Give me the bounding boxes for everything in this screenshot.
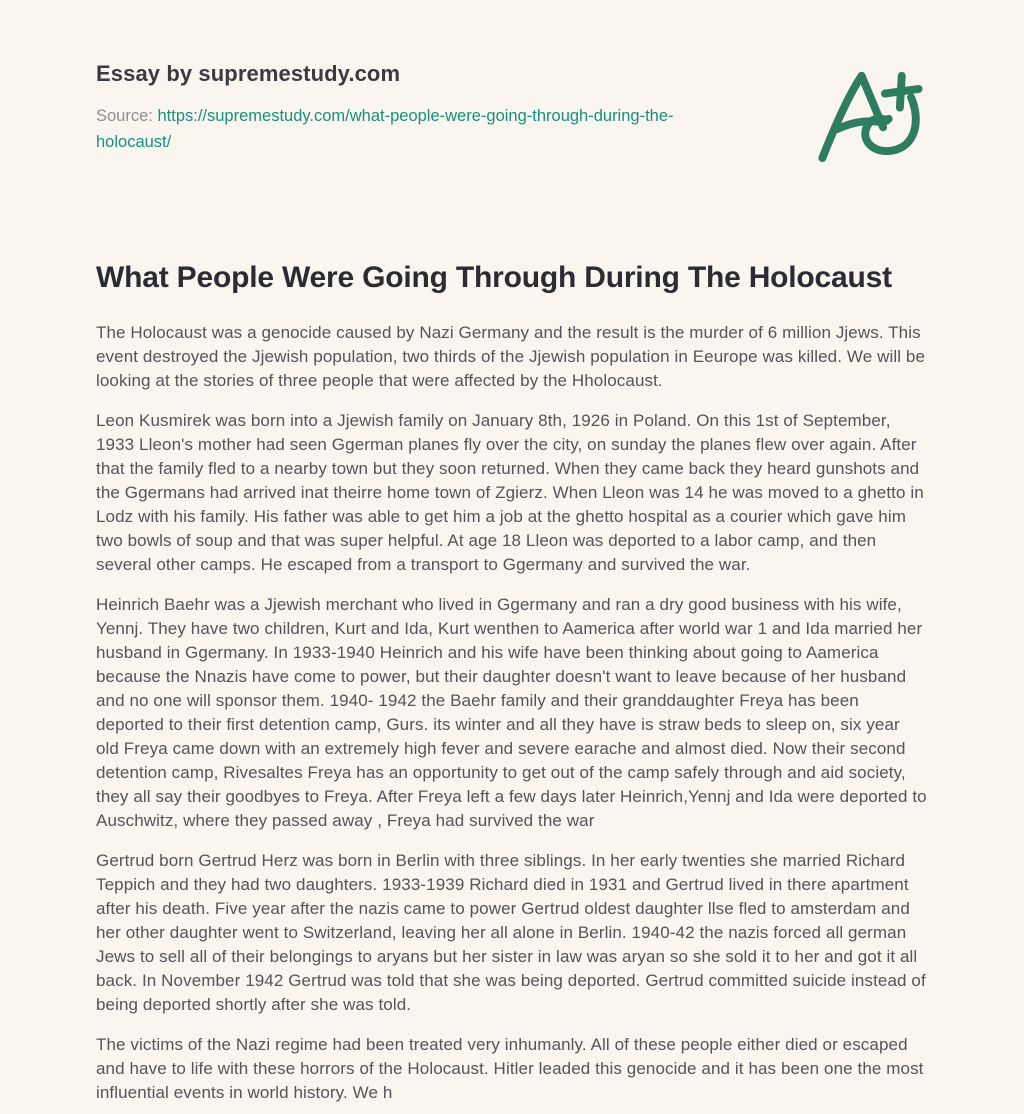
source-line <box>96 103 716 155</box>
essay-byline: Essay by supremestudy.com <box>96 61 401 86</box>
essay-title: What People Were Going Through During The Holocaust <box>96 261 892 294</box>
header-text-block <box>96 60 716 155</box>
supremestudy-logo <box>814 62 926 170</box>
essay-paragraph-4: Gertrud born Gertrud Herz was born in Berlin with three siblings. In her early twenties she married Richard Teppich and they had two daughters. 1933-1939 Richard died in 1931 and Gertrud lived in there apartment after his death. Five year after the nazis came to power Gertrud oldest daughter llse fled to amsterdam and her other daughter went to Switzerland, leaving her all alone in Berlin. 1940-42 the nazis forced all german Jews to sell all of their belongings to aryans but her sister in law was aryan so she sold it to her and got it all back. In November 1942 Gertrud was told that she was being deported. Gertrud committed suicide instead of being deported shortly after she was told. <box>96 851 926 1014</box>
essay-paragraph-2: Leon Kusmirek was born into a Jjewish family on January 8th, 1926 in Poland. On this 1st of September, 1933 Lleon's mother had seen Ggerman planes fly over the city, on sunday the planes flew over again. After that the family fled to a nearby town but they soon returned. When they came back they heard gunshots and the Ggermans had arrived inat theirre home town of Zgierz. When Lleon was 14 he was moved to a ghetto in Lodz with his family. His father was able to get him a job at the ghetto hospital as a courier which gave him two bowls of soup and that was super helpful. At age 18 Lleon was deported to a labor camp, and then several other camps. He escaped from a transport to Ggermany and survived the war. <box>96 411 924 574</box>
a-plus-logo-icon <box>814 62 926 170</box>
source-label: Source: <box>96 107 153 125</box>
essay-body <box>96 321 927 1105</box>
essay-paragraph-1: The Holocaust was a genocide caused by Nazi Germany and the result is the murder of 6 million Jjews. This event destroyed the Jjewish population, two thirds of the Jjewish population in Eeurope was killed. We will be looking at the stories of three people that were affected by the Hholocaust. <box>96 323 926 390</box>
essay-paragraph-3: Heinrich Baehr was a Jjewish merchant who lived in Ggermany and ran a dry good business with his wife, Yennj. They have two children, Kurt and Ida, Kurt wenthen to Aamerica after world war 1 and Ida married her husband in Ggermany. In 1933-1940 Heinrich and his wife have been thinking about going to Aamerica because the Nnazis have come to power, but their daughter doesn't want to leave because of her husband and no one will sponsor them. 1940- 1942 the Baehr family and their granddaughter Freya has been deported to their first detention camp, Gurs. its winter and all they have is straw beds to sleep on, six year old Freya came down with an extremely high fever and severe earache and almost died. Now their second detention camp, Rivesaltes Freya has an opportunity to get out of the camp safely through and aid society, they all say their goodbyes to Freya. After Freya left a few days later Heinrich,Yennj and Ida were deported to Auschwitz, where they passed away , Freya had survived the war <box>96 595 927 830</box>
source-link[interactable]: https://supremestudy.com/what-people-were-going-through-during-the-holocaust/ <box>96 107 674 151</box>
essay-paragraph-5: The victims of the Nazi regime had been treated very inhumanly. All of these people either died or escaped and have to life with these horrors of the Holocaust. Hitler leaded this genocide and it has been one the most influential events in world history. We h <box>96 1035 924 1102</box>
document-header <box>96 60 928 170</box>
